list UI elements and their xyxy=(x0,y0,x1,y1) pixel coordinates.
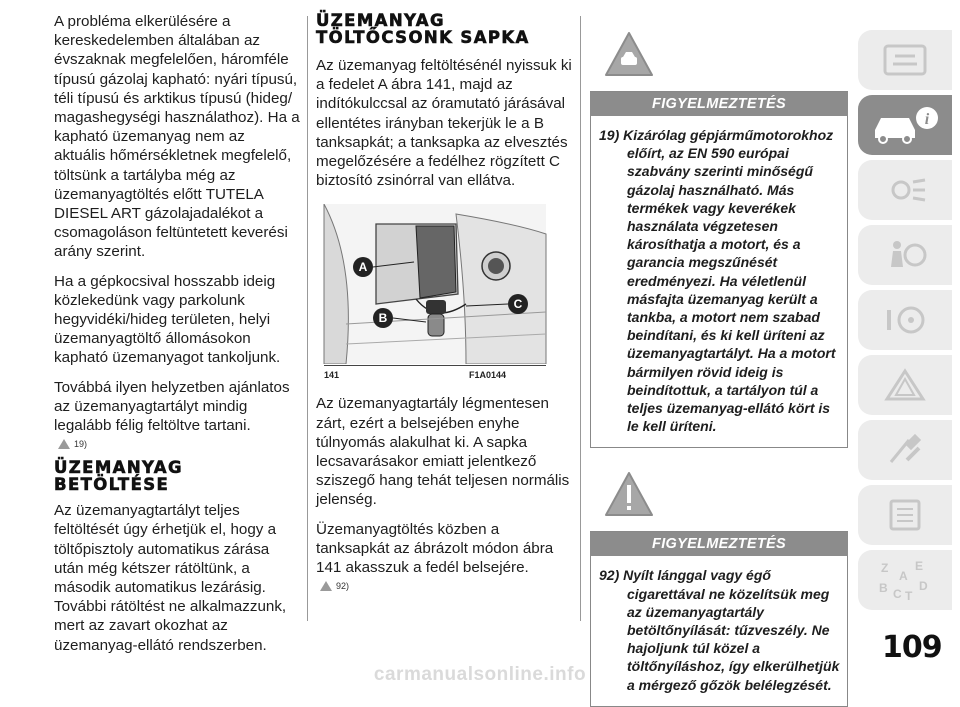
svg-text:A: A xyxy=(899,569,908,583)
paragraph: Az üzemanyag feltöltésénél nyissuk ki a fedelet A ábra 141, majd az indítókulccsal az óramutató járásával ellentétes irányban tekerjük le a B tanksapkát; a tanksapka az elvesztés megelőzésére a fedélhez rögzített C biztosító zsinórral van ellátva. xyxy=(316,57,572,190)
figure-number: 141 xyxy=(324,370,340,381)
svg-text:Z: Z xyxy=(881,561,889,575)
chapter-sidebar xyxy=(858,30,960,615)
warning-triangle-icon xyxy=(881,367,929,403)
chapter-tab-dashboard[interactable] xyxy=(858,30,952,90)
exclamation-warning-icon xyxy=(604,470,654,518)
paragraph: A probléma elkerülésére a kereskedelemben általában az évszaknak megfelelően, háromféle típusú gázolaj kapható: nyári típusú, téli típusú és arktikus típusú (hideg/ magashegységi használathoz). Ha a kapható üzemanyag nem az aktuális hőmérsékletnek megfelelő, töltsünk a tartályba még az üzemanyagtöltés előtt TUTELA DIESEL ART gázolajadalékot a csomagoláson feltüntetett keverési arány szerint. xyxy=(54,13,300,261)
index-letters-icon xyxy=(875,558,935,602)
chapter-tab-index[interactable] xyxy=(858,550,952,610)
warning-title: FIGYELMEZTETÉS xyxy=(590,92,848,116)
label-b: B xyxy=(378,311,388,326)
section-heading: ÜZEMANYAG BETÖLTÉSE xyxy=(54,458,183,495)
lights-icon xyxy=(881,172,929,208)
svg-text:B: B xyxy=(879,581,888,595)
svg-text:D: D xyxy=(919,579,928,593)
label-a: A xyxy=(358,260,368,275)
figure-code: F1A0144 xyxy=(468,370,506,381)
watermark: carmanualsonline.info xyxy=(373,664,587,685)
figure-caption xyxy=(324,365,546,384)
warning-title: FIGYELMEZTETÉS xyxy=(590,532,848,556)
warning-box-19 xyxy=(590,91,848,448)
warning-reference[interactable]: 19) xyxy=(58,439,300,449)
warning-text: 19) Kizárólag gépjárműmotorokhoz előírt, az EN 590 európai szabvány szerinti minőségű gázolaj használható. Más termékek vagy keverékek használata végzetesen károsíthatja a motort, és a garancia megszűnését eredményezi. Ha véletlenül másfajta üzemanyag került a tankba, a motort nem szabad beindítani, és ki kell üríteni az üzemanyagtartályt. Ha a motort bármilyen rövid ideig is beindítottuk, a tartályon túl a teljes üzemanyag-ellátó kört is le kell üríteni. xyxy=(599,127,836,435)
label-c: C xyxy=(513,297,523,312)
svg-text:T: T xyxy=(905,589,913,602)
tools-icon xyxy=(881,432,929,468)
steering-wheel-icon xyxy=(881,302,929,338)
paragraph: Üzemanyagtöltés közben a tanksapkát az ábrázolt módon ábra 141 akasszuk a fedél belsejére. xyxy=(316,520,554,577)
column-3 xyxy=(590,30,848,707)
airbag-safety-icon xyxy=(881,237,929,273)
fuel-cap-illustration xyxy=(316,204,556,364)
chapter-tab-technical-data[interactable] xyxy=(858,485,952,545)
column-divider xyxy=(580,16,581,621)
paragraph: Továbbá ilyen helyzetben ajánlatos az üzemanyagtartályt mindig legalább félig feltöltve tartani. xyxy=(54,378,290,435)
chapter-tab-emergency[interactable] xyxy=(858,355,952,415)
paragraph: Ha a gépkocsival hosszabb ideig közlekedünk vagy parkolunk hegyvidéki/hideg területen, helyi üzemanyagtöltő állomásokon kapható üzemanyagot tankoljunk. xyxy=(54,272,281,367)
paragraph: Az üzemanyagtartályt teljes feltöltését úgy érhetjük el, hogy a töltőpisztoly automatikus zárása után még kétszer rátöltünk, a második automatikus lezárásig. További rátöltést ne alkalmazzunk, mert az zavart okozhat az üzemanyag-ellátó rendszerben. xyxy=(54,502,287,654)
car-skid-warning-icon xyxy=(604,30,654,78)
warning-reference[interactable]: 92) xyxy=(320,581,572,591)
checklist-icon xyxy=(881,497,929,533)
car-dashboard-icon xyxy=(881,42,929,78)
chapter-tab-lights[interactable] xyxy=(858,160,952,220)
page-number: 109 xyxy=(882,630,942,665)
paragraph: Az üzemanyagtartály légmentesen zárt, ezért a belsejében enyhe túlnyomás alakulhat ki. A sapka lecsavarásakor emiatt jelentkező sziszegő hang tehát teljesen normális jelenség. xyxy=(316,395,570,509)
svg-text:E: E xyxy=(915,559,924,573)
figure-141 xyxy=(316,204,556,384)
warning-triangle-icon xyxy=(58,439,70,449)
column-2 xyxy=(316,12,572,601)
section-heading: ÜZEMANYAG TÖLTŐCSONK SAPKA xyxy=(316,11,530,47)
svg-text:i: i xyxy=(924,111,930,128)
chapter-tab-driving[interactable] xyxy=(858,290,952,350)
chapter-tab-starting-driving[interactable] xyxy=(858,95,952,155)
chapter-tab-safety[interactable] xyxy=(858,225,952,285)
chapter-tab-maintenance[interactable] xyxy=(858,420,952,480)
column-1 xyxy=(54,12,300,665)
svg-text:C: C xyxy=(893,587,902,601)
car-info-icon xyxy=(869,104,941,146)
warning-triangle-icon xyxy=(320,581,332,591)
warning-text: 92) Nyílt lánggal vagy égő cigarettával ne közelítsük meg az üzemanyagtartály betöltőnyílását: tűzveszély. Ne hajoljunk túl közel a töltőnyíláshoz, így elkerülhetjük a mérgező gőzök belélegzését. xyxy=(599,567,840,693)
column-divider xyxy=(307,16,308,621)
